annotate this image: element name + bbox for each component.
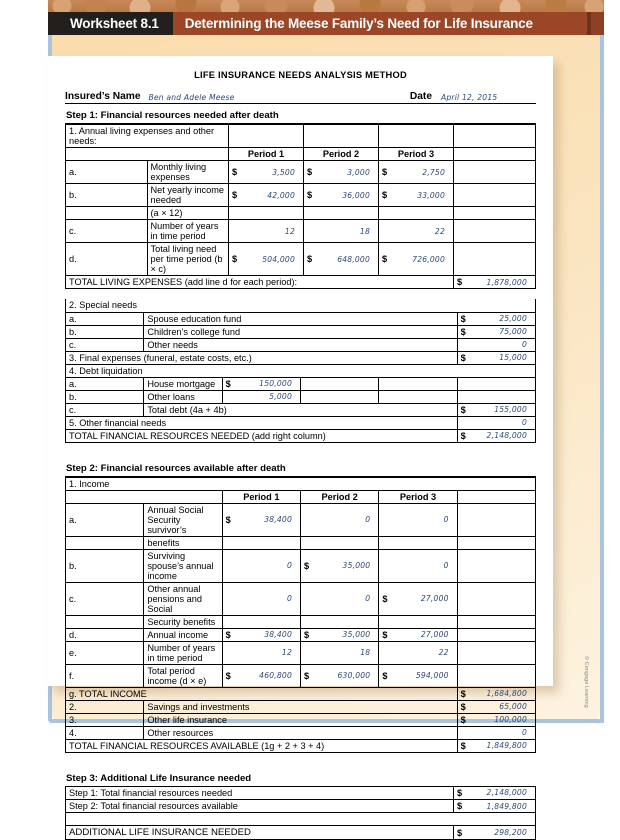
table-row bbox=[66, 615, 536, 628]
dollar-sign: $ bbox=[461, 327, 471, 337]
amount[interactable]: 298,200 bbox=[467, 828, 532, 837]
insured-name-row bbox=[65, 91, 536, 104]
blank-cell bbox=[454, 243, 536, 276]
table-row bbox=[66, 549, 536, 582]
value-cell bbox=[457, 325, 535, 338]
row-label: House mortgage bbox=[144, 377, 222, 390]
row-label: Other loans bbox=[144, 390, 222, 403]
period-header-row bbox=[66, 490, 536, 503]
table-row bbox=[66, 364, 536, 377]
table-row bbox=[66, 184, 536, 207]
value-cell bbox=[229, 161, 304, 184]
row-letter: d. bbox=[66, 628, 144, 641]
value-cell bbox=[379, 664, 457, 687]
amount[interactable]: 1,849,800 bbox=[467, 802, 532, 811]
dollar-sign: $ bbox=[304, 561, 314, 571]
value-cell bbox=[457, 713, 535, 726]
period-2-header: Period 2 bbox=[304, 148, 379, 161]
amount[interactable]: 0 bbox=[226, 594, 297, 603]
amount[interactable]: 0 bbox=[304, 594, 375, 603]
step2-income-table bbox=[65, 477, 536, 753]
blank-cell bbox=[457, 390, 535, 403]
period-3-header: Period 3 bbox=[379, 490, 457, 503]
value-cell bbox=[229, 184, 304, 207]
value-cell bbox=[457, 351, 535, 364]
table-row bbox=[66, 477, 536, 490]
table-row bbox=[66, 800, 536, 813]
worksheet-number-label: Worksheet 8.1 bbox=[48, 12, 173, 35]
amount[interactable]: 75,000 bbox=[471, 327, 532, 336]
dollar-sign: $ bbox=[304, 630, 314, 640]
row-letter: b. bbox=[66, 390, 144, 403]
blank-cell bbox=[300, 390, 378, 403]
row-label: Net yearly income needed bbox=[147, 184, 229, 207]
row-letter: b. bbox=[66, 184, 148, 207]
step2-grand-total-row bbox=[66, 739, 536, 752]
table-row bbox=[66, 726, 536, 739]
step2-section1-title: 1. Income bbox=[66, 477, 536, 490]
row-letter: 4. bbox=[66, 726, 144, 739]
date-label: Date bbox=[404, 91, 432, 102]
dollar-sign: $ bbox=[461, 689, 471, 699]
table-row bbox=[66, 536, 536, 549]
dollar-sign: $ bbox=[382, 594, 392, 604]
blank-cell bbox=[454, 125, 536, 148]
dollar-sign: $ bbox=[304, 671, 314, 681]
step1-grand-total-row bbox=[66, 429, 536, 442]
table-row bbox=[66, 220, 536, 243]
amount[interactable]: 5,000 bbox=[226, 392, 297, 401]
table-row bbox=[66, 338, 536, 351]
blank-cell bbox=[304, 207, 379, 220]
amount[interactable]: 0 bbox=[382, 561, 453, 570]
amount[interactable]: 726,000 bbox=[392, 255, 450, 264]
row-label: Annual Social Security survivor’s bbox=[144, 503, 222, 536]
blank-cell bbox=[454, 207, 536, 220]
dollar-sign: $ bbox=[232, 254, 242, 264]
dollar-sign: $ bbox=[461, 431, 471, 441]
amount[interactable]: 27,000 bbox=[392, 630, 453, 639]
value-cell bbox=[304, 161, 379, 184]
row-label: Other life insurance bbox=[144, 713, 457, 726]
dollar-sign: $ bbox=[307, 190, 317, 200]
dollar-sign: $ bbox=[226, 630, 236, 640]
amount[interactable]: 0 bbox=[382, 515, 453, 524]
row-label: Spouse education fund bbox=[144, 312, 457, 325]
amount[interactable]: 1,849,800 bbox=[471, 741, 532, 750]
amount[interactable]: 100,000 bbox=[471, 715, 532, 724]
period-2-header: Period 2 bbox=[300, 490, 378, 503]
amount[interactable]: 15,000 bbox=[471, 353, 532, 362]
amount[interactable]: 3,500 bbox=[242, 168, 300, 177]
blank-cell bbox=[457, 503, 535, 536]
row-letter: b. bbox=[66, 549, 144, 582]
blank-cell bbox=[379, 536, 457, 549]
amount[interactable]: 2,750 bbox=[392, 168, 450, 177]
row-label: Other needs bbox=[144, 338, 457, 351]
amount[interactable]: 33,000 bbox=[392, 191, 450, 200]
value-cell bbox=[300, 549, 378, 582]
table-row bbox=[66, 713, 536, 726]
copyright-credit: © Cengage Learning bbox=[583, 656, 589, 708]
amount[interactable]: 460,800 bbox=[236, 671, 297, 680]
value-cell bbox=[300, 628, 378, 641]
blank-cell bbox=[379, 377, 457, 390]
worksheet-title: Determining the Meese Family’s Need for Life Insurance bbox=[173, 12, 543, 35]
dollar-sign: $ bbox=[382, 630, 392, 640]
value-cell bbox=[379, 628, 457, 641]
row-letter: c. bbox=[66, 582, 144, 615]
dollar-sign: $ bbox=[307, 254, 317, 264]
row-label: Total living need per time period (b × c) bbox=[147, 243, 229, 276]
blank-cell bbox=[229, 207, 304, 220]
amount[interactable]: 36,000 bbox=[317, 191, 375, 200]
step3-heading: Step 3: Additional Life Insurance needed bbox=[65, 770, 536, 787]
step2-heading: Step 2: Financial resources available after death bbox=[65, 460, 536, 477]
amount[interactable]: 0 bbox=[461, 728, 532, 737]
table-row bbox=[66, 687, 536, 700]
amount[interactable]: 38,400 bbox=[236, 515, 297, 524]
final-expenses-label: 3. Final expenses (funeral, estate costs, etc.) bbox=[66, 351, 458, 364]
blank-cell bbox=[457, 536, 535, 549]
dollar-sign: $ bbox=[232, 167, 242, 177]
dollar-sign: $ bbox=[457, 801, 467, 811]
blank-cell bbox=[66, 490, 223, 503]
amount[interactable]: 38,400 bbox=[236, 630, 297, 639]
row-letter: a. bbox=[66, 503, 144, 536]
amount[interactable]: 0 bbox=[461, 418, 532, 427]
table-row bbox=[66, 377, 536, 390]
amount[interactable]: 2,148,000 bbox=[471, 431, 532, 440]
date-value[interactable]: April 12, 2015 bbox=[432, 93, 536, 102]
value-cell bbox=[379, 582, 457, 615]
row-label: Number of years in time period bbox=[144, 641, 222, 664]
amount[interactable]: 0 bbox=[226, 561, 297, 570]
final-answer-label: ADDITIONAL LIFE INSURANCE NEEDED bbox=[66, 826, 454, 840]
amount[interactable]: 630,000 bbox=[314, 671, 375, 680]
value-cell bbox=[229, 243, 304, 276]
spacer-row bbox=[66, 813, 536, 826]
amount[interactable]: 27,000 bbox=[392, 594, 453, 603]
blank-cell bbox=[454, 220, 536, 243]
total-income-label: g. TOTAL INCOME bbox=[66, 687, 458, 700]
value-cell bbox=[300, 664, 378, 687]
table-row bbox=[66, 641, 536, 664]
row-letter: b. bbox=[66, 325, 144, 338]
value-cell bbox=[454, 800, 536, 813]
step1-section2-title: 2. Special needs bbox=[66, 299, 536, 312]
blank-cell bbox=[457, 615, 535, 628]
row-label: Other resources bbox=[144, 726, 457, 739]
table-row bbox=[66, 787, 536, 800]
table-row bbox=[66, 325, 536, 338]
amount[interactable]: 504,000 bbox=[242, 255, 300, 264]
step1-heading: Step 1: Financial resources needed after death bbox=[65, 107, 536, 124]
blank-cell bbox=[379, 207, 454, 220]
row-label: Monthly living expenses bbox=[147, 161, 229, 184]
amount[interactable]: 150,000 bbox=[236, 379, 297, 388]
total-living-expenses-row bbox=[66, 276, 536, 289]
insured-name-label: Insured’s Name bbox=[65, 91, 141, 102]
table-row bbox=[66, 161, 536, 184]
blank-cell bbox=[454, 148, 536, 161]
value-cell bbox=[304, 184, 379, 207]
amount[interactable]: 2,148,000 bbox=[467, 788, 532, 797]
row-letter: a. bbox=[66, 377, 144, 390]
blank-cell bbox=[66, 615, 144, 628]
dollar-sign: $ bbox=[382, 671, 392, 681]
dollar-sign: $ bbox=[232, 190, 242, 200]
amount[interactable]: 1,684,800 bbox=[471, 689, 532, 698]
table-row bbox=[66, 312, 536, 325]
row-label: Savings and investments bbox=[144, 700, 457, 713]
value-cell bbox=[454, 826, 536, 840]
amount[interactable]: 25,000 bbox=[471, 314, 532, 323]
row-label: Children’s college fund bbox=[144, 325, 457, 338]
blank-cell bbox=[457, 641, 535, 664]
table-row bbox=[66, 207, 536, 220]
spacer-cell bbox=[66, 813, 536, 826]
row-label: Surviving spouse’s annual income bbox=[144, 549, 222, 582]
row-letter: a. bbox=[66, 312, 144, 325]
dollar-sign: $ bbox=[461, 715, 471, 725]
period-1-header: Period 1 bbox=[229, 148, 304, 161]
value-cell bbox=[457, 739, 535, 752]
blank-cell bbox=[66, 207, 148, 220]
dollar-sign: $ bbox=[457, 788, 467, 798]
dollar-sign: $ bbox=[382, 254, 392, 264]
blank-cell bbox=[222, 536, 300, 549]
period-3-header: Period 3 bbox=[379, 148, 454, 161]
value-cell bbox=[454, 787, 536, 800]
blank-cell bbox=[222, 615, 300, 628]
amount[interactable]: 3,000 bbox=[317, 168, 375, 177]
table-row bbox=[66, 390, 536, 403]
amount[interactable]: 18 bbox=[307, 227, 375, 236]
blank-cell bbox=[454, 161, 536, 184]
blank-cell bbox=[66, 148, 229, 161]
table-row bbox=[66, 403, 536, 416]
dollar-sign: $ bbox=[461, 702, 471, 712]
value-cell bbox=[222, 503, 300, 536]
table-row bbox=[66, 351, 536, 364]
step3-line2-label: Step 2: Total financial resources available bbox=[66, 800, 454, 813]
value-cell bbox=[457, 429, 535, 442]
step3-table bbox=[65, 787, 536, 840]
amount[interactable]: 65,000 bbox=[471, 702, 532, 711]
value-cell bbox=[457, 403, 535, 416]
blank-cell bbox=[379, 390, 457, 403]
row-letter: d. bbox=[66, 243, 148, 276]
table-row bbox=[66, 125, 536, 148]
table-row bbox=[66, 700, 536, 713]
step1-section4-title: 4. Debt liquidation bbox=[66, 364, 536, 377]
page-border-right bbox=[600, 35, 604, 723]
step1-grand-total-label: TOTAL FINANCIAL RESOURCES NEEDED (add right column) bbox=[66, 429, 458, 442]
blank-cell bbox=[300, 536, 378, 549]
row-label: Other annual pensions and Social bbox=[144, 582, 222, 615]
dollar-sign: $ bbox=[461, 405, 471, 415]
blank-cell bbox=[379, 615, 457, 628]
dollar-sign: $ bbox=[226, 379, 236, 389]
dollar-sign: $ bbox=[307, 167, 317, 177]
form-title: LIFE INSURANCE NEEDS ANALYSIS METHOD bbox=[65, 70, 536, 80]
amount[interactable]: 0 bbox=[304, 515, 375, 524]
banner-end-cap bbox=[591, 12, 604, 35]
amount[interactable]: 594,000 bbox=[392, 671, 453, 680]
value-cell bbox=[457, 687, 535, 700]
total-debt-label: Total debt (4a + 4b) bbox=[144, 403, 457, 416]
table-row bbox=[66, 503, 536, 536]
blank-cell bbox=[454, 184, 536, 207]
table-row bbox=[66, 628, 536, 641]
blank-cell bbox=[457, 628, 535, 641]
coin-photo-strip bbox=[48, 0, 604, 12]
period-1-header: Period 1 bbox=[222, 490, 300, 503]
dollar-sign: $ bbox=[382, 167, 392, 177]
blank-cell bbox=[66, 536, 144, 549]
dollar-sign: $ bbox=[226, 671, 236, 681]
period-header-row bbox=[66, 148, 536, 161]
dollar-sign: $ bbox=[457, 828, 467, 838]
value-cell bbox=[304, 243, 379, 276]
step3-line1-label: Step 1: Total financial resources needed bbox=[66, 787, 454, 800]
blank-cell bbox=[379, 125, 454, 148]
table-row bbox=[66, 299, 536, 312]
row-label-continued: Security benefits bbox=[144, 615, 222, 628]
row-letter: 3. bbox=[66, 713, 144, 726]
table-row bbox=[66, 416, 536, 429]
table-row bbox=[66, 243, 536, 276]
value-cell bbox=[222, 628, 300, 641]
value-cell bbox=[379, 161, 454, 184]
blank-cell bbox=[300, 377, 378, 390]
row-letter: c. bbox=[66, 220, 148, 243]
blank-cell bbox=[457, 582, 535, 615]
dollar-sign: $ bbox=[461, 314, 471, 324]
amount[interactable]: 155,000 bbox=[471, 405, 532, 414]
row-label: Total period income (d × e) bbox=[144, 664, 222, 687]
insured-name-value[interactable]: Ben and Adele Meese bbox=[141, 93, 404, 102]
row-letter: c. bbox=[66, 338, 144, 351]
other-financial-needs-label: 5. Other financial needs bbox=[66, 416, 458, 429]
table-row bbox=[66, 582, 536, 615]
blank-cell bbox=[457, 664, 535, 687]
amount[interactable]: 1,878,000 bbox=[467, 278, 532, 287]
step1-section1-title: 1. Annual living expenses and other needs: bbox=[66, 125, 229, 148]
dollar-sign: $ bbox=[382, 190, 392, 200]
dollar-sign: $ bbox=[461, 741, 471, 751]
worksheet-card bbox=[48, 56, 553, 686]
row-letter: f. bbox=[66, 664, 144, 687]
amount[interactable]: 12 bbox=[232, 227, 300, 236]
final-answer-row bbox=[66, 826, 536, 840]
dollar-sign: $ bbox=[461, 353, 471, 363]
value-cell bbox=[457, 312, 535, 325]
blank-cell bbox=[457, 377, 535, 390]
blank-cell bbox=[229, 125, 304, 148]
total-living-expenses-label: TOTAL LIVING EXPENSES (add line d for each period): bbox=[66, 276, 454, 289]
amount[interactable]: 22 bbox=[382, 227, 450, 236]
value-cell bbox=[222, 664, 300, 687]
row-label-continued: (a × 12) bbox=[147, 207, 229, 220]
blank-cell bbox=[457, 490, 535, 503]
amount[interactable]: 42,000 bbox=[242, 191, 300, 200]
amount[interactable]: 0 bbox=[461, 340, 532, 349]
value-cell bbox=[379, 184, 454, 207]
row-letter: c. bbox=[66, 403, 144, 416]
row-label: Annual income bbox=[144, 628, 222, 641]
step2-grand-total-label: TOTAL FINANCIAL RESOURCES AVAILABLE (1g + 2 + 3 + 4) bbox=[66, 739, 458, 752]
value-cell bbox=[379, 243, 454, 276]
step1-living-expenses-table bbox=[65, 124, 536, 289]
amount[interactable]: 22 bbox=[382, 648, 453, 657]
row-label-continued: benefits bbox=[144, 536, 222, 549]
dollar-sign: $ bbox=[226, 515, 236, 525]
amount[interactable]: 35,000 bbox=[314, 630, 375, 639]
blank-cell bbox=[300, 615, 378, 628]
value-cell bbox=[454, 276, 536, 289]
worksheet-banner bbox=[48, 12, 604, 35]
step1-special-needs-table bbox=[65, 299, 536, 443]
table-row bbox=[66, 664, 536, 687]
amount[interactable]: 12 bbox=[226, 648, 297, 657]
value-cell bbox=[222, 377, 300, 390]
amount[interactable]: 35,000 bbox=[314, 561, 375, 570]
row-label: Number of years in time period bbox=[147, 220, 229, 243]
blank-cell bbox=[304, 125, 379, 148]
row-letter: e. bbox=[66, 641, 144, 664]
value-cell bbox=[457, 700, 535, 713]
amount[interactable]: 18 bbox=[304, 648, 375, 657]
amount[interactable]: 648,000 bbox=[317, 255, 375, 264]
row-letter: 2. bbox=[66, 700, 144, 713]
dollar-sign: $ bbox=[457, 277, 467, 287]
row-letter: a. bbox=[66, 161, 148, 184]
blank-cell bbox=[457, 549, 535, 582]
